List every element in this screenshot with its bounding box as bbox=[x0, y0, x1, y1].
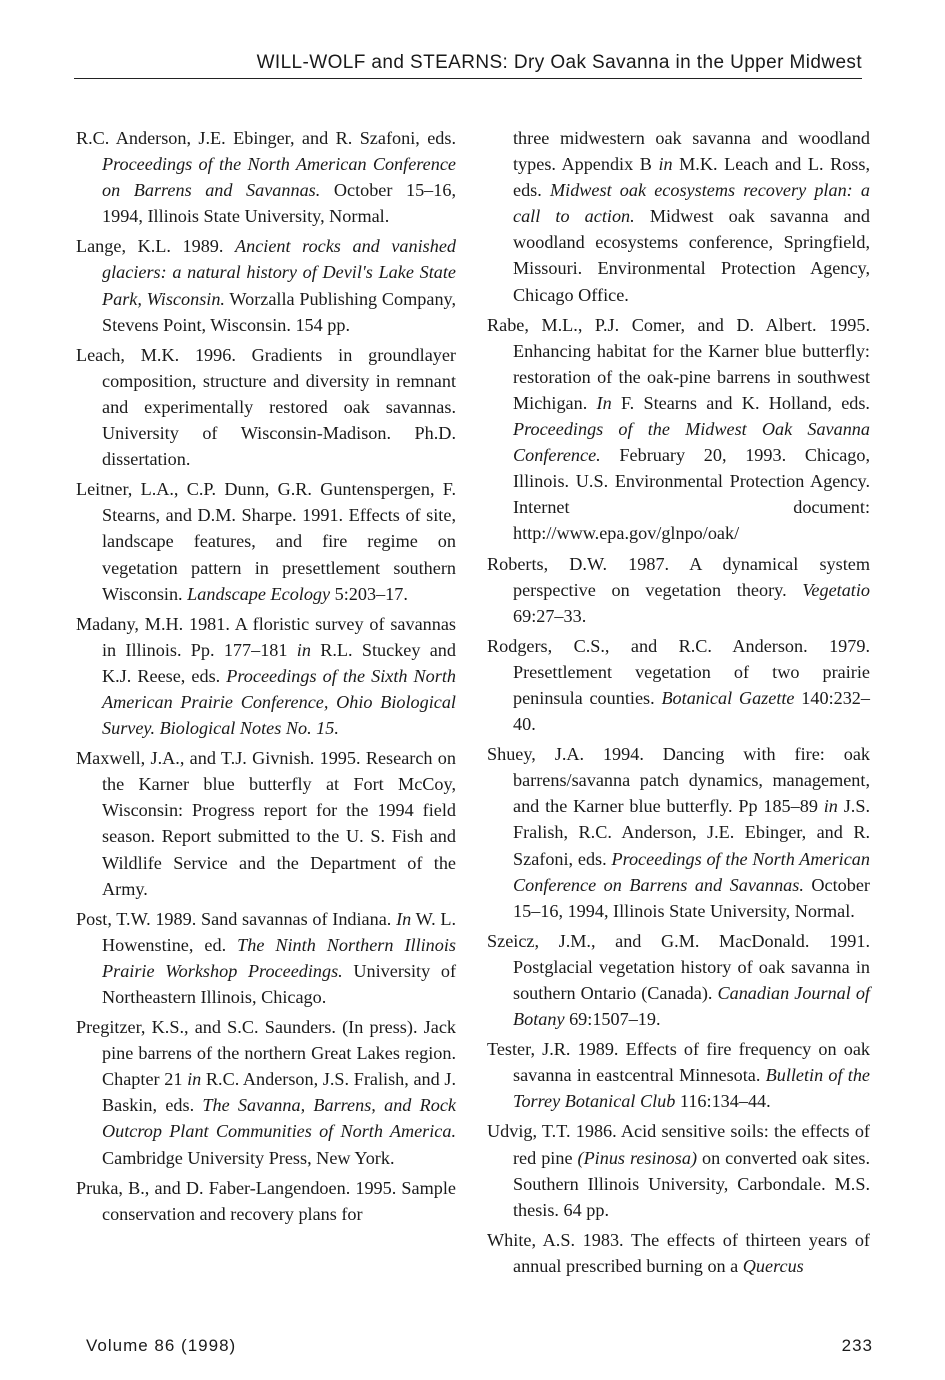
italic-text: In bbox=[596, 392, 612, 413]
reference-entry-continued bbox=[487, 125, 870, 308]
reference-text: White, A.S. 1983. The effects of thirteen years of annual prescribed burning on a bbox=[487, 1229, 870, 1276]
reference-entry bbox=[76, 1014, 456, 1171]
reference-text: Szeicz, J.M., and G.M. MacDonald. 1991. Postglacial vegetation history of oak savanna in southern Ontario (Canada). bbox=[487, 930, 870, 1003]
reference-text: M.K. Leach and L. Ross, eds. bbox=[513, 154, 870, 201]
italic-text: Botanical Gazette bbox=[661, 687, 795, 708]
italic-text: in bbox=[823, 796, 838, 817]
reference-text: Maxwell, J.A., and T.J. Givnish. 1995. Research on the Karner blue butterfly at Fort McCoy, Wisconsin: Progress report for the 1994 field season. Report submitted to the U. S. Fish and Wildlife Service and the Department of the Army. bbox=[76, 748, 456, 899]
reference-text: Tester, J.R. 1989. Effects of fire frequency on oak savanna in eastcentral Minnesota. bbox=[487, 1039, 870, 1086]
italic-text: Proceedings of the North American Conference on Barrens and Savannas. bbox=[102, 154, 456, 201]
reference-entry bbox=[76, 611, 456, 741]
italic-text: Vegetatio bbox=[802, 579, 870, 600]
reference-text: R.L. Stuckey and K.J. Reese, eds. bbox=[102, 639, 456, 686]
italic-text: Ancient rocks and vanished glaciers: a natural history of Devil's Lake State Park, Wisconsin. bbox=[102, 236, 457, 309]
reference-entry bbox=[487, 551, 870, 629]
reference-text: Cambridge University Press, New York. bbox=[102, 1147, 395, 1168]
reference-text: three midwestern oak savanna and woodland types. Appendix B bbox=[513, 128, 870, 175]
reference-text: Pregitzer, K.S., and S.C. Saunders. (In press). Jack pine barrens of the northern Great Lakes region. Chapter 21 bbox=[76, 1017, 456, 1090]
reference-entry bbox=[76, 342, 456, 472]
italic-text: Canadian Journal of Botany bbox=[513, 983, 870, 1030]
italic-text: Midwest oak ecosystems recovery plan: a call to action. bbox=[513, 180, 871, 227]
reference-text: Rodgers, C.S., and R.C. Anderson. 1979. Presettlement vegetation of two prairie peninsula counties. bbox=[487, 635, 870, 708]
reference-entry bbox=[76, 476, 456, 606]
reference-text: 140:232–40. bbox=[513, 687, 870, 735]
running-header bbox=[74, 52, 862, 79]
italic-text: Proceedings of the Midwest Oak Savanna Conference. bbox=[513, 419, 870, 466]
reference-entry bbox=[76, 745, 456, 902]
reference-text: Shuey, J.A. 1994. Dancing with fire: oak barrens/savanna patch dynamics, management, and the Karner blue butterfly. Pp 185–89 bbox=[487, 744, 870, 817]
reference-text: Madany, M.H. 1981. A floristic survey of savannas in Illinois. Pp. 177–181 bbox=[76, 613, 456, 660]
italic-text: in bbox=[296, 639, 311, 660]
reference-text: University of Northeastern Illinois, Chicago. bbox=[102, 960, 456, 1007]
reference-text: Udvig, T.T. 1986. Acid sensitive soils: the effects of red pine bbox=[487, 1121, 870, 1168]
volume-footer: Volume 86 (1998) bbox=[86, 1336, 237, 1355]
reference-entry bbox=[76, 906, 456, 1010]
italic-text: The Savanna, Barrens, and Rock Outcrop Plant Communities of North America. bbox=[102, 1095, 456, 1142]
reference-text: R.C. Anderson, J.E. Ebinger, and R. Szafoni, eds. bbox=[76, 128, 456, 148]
italic-text: Quercus bbox=[742, 1255, 804, 1276]
reference-entry bbox=[487, 1036, 870, 1114]
italic-text: (Pinus resinosa) bbox=[577, 1147, 698, 1168]
reference-entry bbox=[487, 1118, 870, 1222]
italic-text: The Ninth Northern Illinois Prairie Workshop Proceedings. bbox=[102, 934, 456, 981]
reference-text: F. Stearns and K. Holland, eds. bbox=[611, 392, 870, 413]
reference-text: W. L. Howenstine, ed. bbox=[102, 908, 457, 955]
reference-text: October 15–16, 1994, Illinois State University, Normal. bbox=[102, 180, 457, 227]
reference-text: Worzalla Publishing Company, Stevens Point, Wisconsin. 154 pp. bbox=[102, 288, 456, 335]
reference-text: Pruka, B., and D. Faber-Langendoen. 1995. Sample conservation and recovery plans for bbox=[76, 1177, 456, 1224]
reference-text: 5:203–17. bbox=[330, 583, 408, 604]
reference-text: Leach, M.K. 1996. Gradients in groundlayer composition, structure and diversity in remnant and experimentally restored oak savannas. University of Wisconsin-Madison. Ph.D. dissertation. bbox=[76, 344, 456, 470]
reference-text: Rabe, M.L., P.J. Comer, and D. Albert. 1995. Enhancing habitat for the Karner blue butterfly: restoration of the oak-pine barrens in southwest Michigan. bbox=[487, 314, 870, 413]
reference-text: October 15–16, 1994, Illinois State University, Normal. bbox=[513, 874, 870, 921]
reference-text: Post, T.W. 1989. Sand savannas of Indiana. bbox=[76, 908, 397, 929]
reference-text: 69:27–33. bbox=[513, 605, 587, 626]
references-right-column bbox=[487, 125, 870, 1283]
page-number: 233 bbox=[841, 1336, 873, 1355]
reference-entry bbox=[487, 312, 870, 547]
reference-entry bbox=[487, 1227, 870, 1279]
reference-entry bbox=[487, 741, 870, 924]
reference-text: Roberts, D.W. 1987. A dynamical system perspective on vegetation theory. bbox=[487, 553, 870, 600]
italic-text: In bbox=[396, 908, 412, 929]
reference-entry bbox=[76, 233, 456, 337]
reference-text: Midwest oak savanna and woodland ecosystems conference, Springfield, Missouri. Environmental Protection Agency, Chicago Office. bbox=[513, 206, 870, 305]
italic-text: Landscape Ecology bbox=[187, 583, 331, 604]
reference-text: February 20, 1993. Chicago, Illinois. U.S. Environmental Protection Agency. Internet document: http://www.epa.gov/glnpo/oak/ bbox=[513, 445, 870, 544]
italic-text: Bulletin of the Torrey Botanical Club bbox=[513, 1065, 870, 1112]
reference-text: on converted oak sites. Southern Illinois University, Carbondale. M.S. thesis. 64 pp. bbox=[513, 1147, 870, 1220]
italic-text: Proceedings of the North American Conference on Barrens and Savannas. bbox=[513, 848, 870, 895]
reference-text: 69:1507–19. bbox=[564, 1009, 661, 1030]
italic-text: in bbox=[187, 1069, 202, 1090]
reference-text: Lange, K.L. 1989. bbox=[76, 236, 236, 257]
italic-text: Proceedings of the Sixth North American Prairie Conference, Ohio Biological Survey. Biological Notes No. 15. bbox=[102, 665, 456, 739]
reference-text: Leitner, L.A., C.P. Dunn, G.R. Guntenspergen, F. Stearns, and D.M. Sharpe. 1991. Effects of site, landscape features, and fire regime on vegetation pattern in presettlement southern Wisconsin. bbox=[76, 479, 456, 604]
reference-entry bbox=[76, 125, 456, 229]
references-left-column bbox=[76, 125, 456, 1231]
reference-text: R.C. Anderson, J.S. Fralish, and J. Baskin, eds. bbox=[102, 1069, 457, 1116]
reference-text: J.S. Fralish, R.C. Anderson, J.E. Ebinger, and R. Szafoni, eds. bbox=[513, 796, 870, 869]
reference-text: 116:134–44. bbox=[675, 1091, 771, 1112]
reference-entry bbox=[76, 1175, 456, 1227]
reference-entry bbox=[487, 633, 870, 737]
italic-text: in bbox=[658, 154, 673, 175]
running-title: WILL-WOLF and STEARNS: Dry Oak Savanna in the Upper Midwest bbox=[256, 52, 862, 73]
reference-entry bbox=[487, 928, 870, 1032]
